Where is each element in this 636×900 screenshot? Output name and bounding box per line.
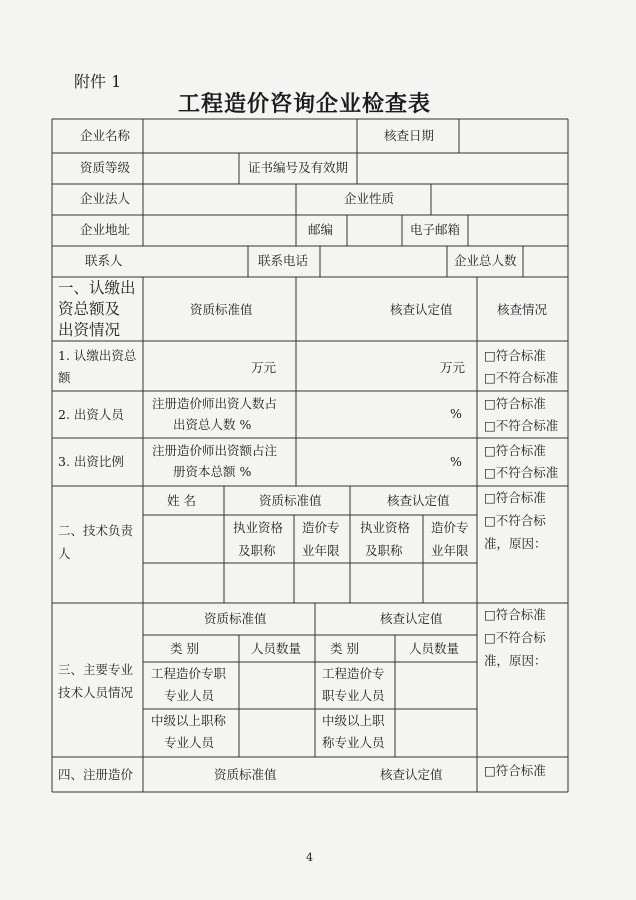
phone-label: 联系电话 (258, 253, 309, 268)
section2-years2-line1: 造价专 (431, 520, 469, 535)
section3-count2-header: 人员数量 (409, 641, 460, 656)
certificate-label: 证书编号及有效期 (248, 160, 349, 175)
section2-years-line2: 业年限 (302, 543, 340, 558)
section3-reason: 准，原因： (484, 653, 547, 668)
section2-qual2-line1: 执业资格 (360, 520, 411, 535)
item2-pct: % (450, 406, 462, 421)
page-title: 工程造价咨询企业检查表 (178, 91, 432, 117)
section3-count-header: 人员数量 (251, 641, 302, 656)
contact-label: 联系人 (85, 253, 123, 268)
section3-std-header: 资质标准值 (204, 611, 267, 626)
section2-qual-line2: 及职称 (238, 543, 276, 558)
total-staff-label: 企业总人数 (454, 253, 517, 268)
item1-pass: □符合标准 (484, 348, 546, 363)
section2-qual2-line2: 及职称 (365, 543, 403, 558)
item1-verify-unit: 万元 (440, 360, 466, 375)
item2-desc-line2: 出资总人数 % (173, 417, 252, 432)
section1-std-header: 资质标准值 (190, 302, 253, 317)
section2-fail: □不符合标 (484, 513, 546, 528)
section3-label-line2: 技术人员情况 (58, 685, 134, 700)
item3-pct: % (450, 454, 462, 469)
section2-verify-header: 核查认定值 (387, 493, 450, 508)
company-nature-label: 企业性质 (344, 191, 395, 206)
item1-fail: □不符合标准 (484, 370, 559, 385)
item1-label-line1: 1. 认缴出资总 (58, 348, 137, 363)
item1-label-line2: 额 (58, 370, 71, 385)
section3-row1b-line2: 职专业人员 (322, 688, 385, 703)
email-label: 电子邮箱 (410, 222, 461, 237)
section3-row2b-line1: 中级以上职 (322, 713, 385, 728)
section3-verify-header: 核查认定值 (380, 611, 443, 626)
item2-desc-line1: 注册造价师出资人数占 (152, 396, 278, 411)
qualification-level-label: 资质等级 (80, 160, 131, 175)
section4-std-header: 资质标准值 (214, 767, 277, 782)
postcode-label: 邮编 (308, 222, 334, 237)
section1-status-header: 核查情况 (497, 302, 548, 317)
company-name-label: 企业名称 (80, 128, 131, 143)
section2-label-line2: 人 (58, 546, 71, 561)
section3-row1-line2: 专业人员 (164, 688, 215, 703)
section3-row1b-line1: 工程造价专 (322, 666, 385, 681)
item2-fail: □不符合标准 (484, 418, 559, 433)
attachment-label: 附件 1 (74, 72, 122, 91)
section1-verify-header: 核查认定值 (390, 302, 453, 317)
item3-label: 3. 出资比例 (58, 454, 124, 469)
section3-row2-line2: 专业人员 (164, 735, 215, 750)
item3-desc-line1: 注册造价师出资额占注 (152, 443, 278, 458)
section3-row2b-line2: 称专业人员 (322, 735, 385, 750)
section2-pass: □符合标准 (484, 490, 546, 505)
section4-label: 四、注册造价 (58, 767, 134, 782)
section3-pass: □符合标准 (484, 607, 546, 622)
section3-category-header: 类 别 (170, 641, 199, 656)
check-date-label: 核查日期 (384, 128, 435, 143)
section4-verify-header: 核查认定值 (380, 767, 443, 782)
section1-heading-line2: 资总额及 (58, 300, 121, 318)
item3-desc-line2: 册资本总额 % (173, 464, 252, 479)
section2-years2-line2: 业年限 (431, 543, 469, 558)
item2-label: 2. 出资人员 (58, 407, 124, 422)
item3-pass: □符合标准 (484, 443, 546, 458)
section3-fail: □不符合标 (484, 630, 546, 645)
section2-label-line1: 二、技术负责 (58, 523, 134, 538)
item2-pass: □符合标准 (484, 396, 546, 411)
section4-pass: □符合标准 (484, 763, 546, 778)
section2-std-header: 资质标准值 (259, 493, 322, 508)
address-label: 企业地址 (80, 222, 131, 237)
page-number: 4 (306, 851, 313, 864)
section2-years-line1: 造价专 (302, 520, 340, 535)
section3-row2-line1: 中级以上职称 (151, 713, 227, 728)
item1-std-unit: 万元 (251, 360, 277, 375)
section2-name-header: 姓 名 (167, 493, 196, 508)
section2-reason: 准，原因： (484, 536, 547, 551)
item3-fail: □不符合标准 (484, 465, 559, 480)
section3-row1-line1: 工程造价专职 (151, 666, 227, 681)
section1-heading-line3: 出资情况 (58, 321, 121, 339)
section3-category2-header: 类 别 (330, 641, 359, 656)
section1-heading-line1: 一、认缴出 (58, 279, 136, 297)
section3-label-line1: 三、主要专业 (58, 662, 134, 677)
section2-qual-line1: 执业资格 (233, 520, 284, 535)
legal-rep-label: 企业法人 (80, 191, 131, 206)
